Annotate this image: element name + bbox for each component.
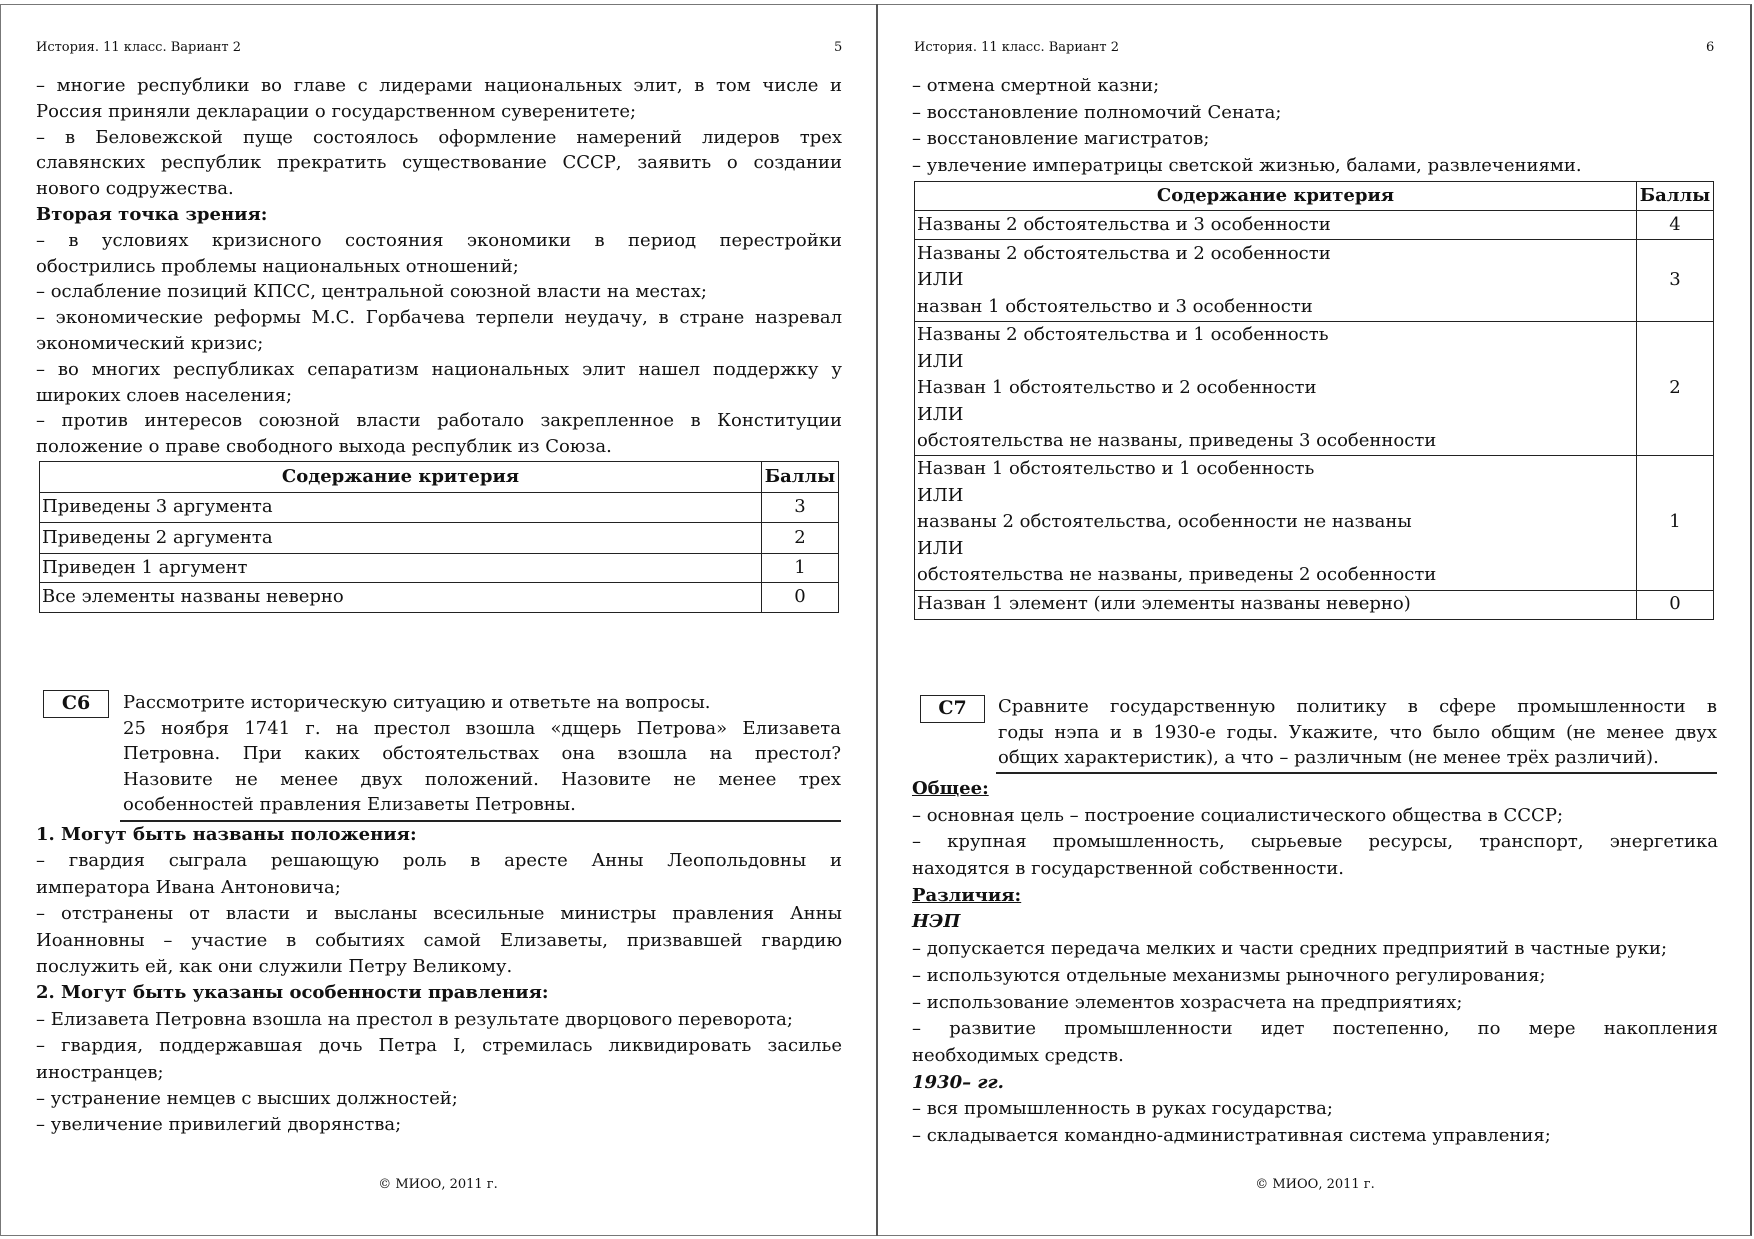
line-text: Рассмотрите историческую ситуацию и ответьте на вопросы. bbox=[123, 692, 711, 713]
page-divider bbox=[876, 4, 878, 1236]
line-text: славянских республик прекратить существование СССР, заявить о создании bbox=[36, 152, 842, 174]
task-line bbox=[998, 745, 1717, 771]
line-text: – гвардия сыграла решающую роль в аресте Анны Леопольдовны и bbox=[36, 850, 842, 872]
answer-line bbox=[912, 909, 1718, 936]
page-header: История. 11 класс. Вариант 2 bbox=[914, 40, 1120, 55]
text-line bbox=[36, 357, 842, 383]
answer-line bbox=[912, 1096, 1718, 1123]
answer-line bbox=[36, 1060, 842, 1086]
line-text: – многие республики во главе с лидерами национальных элит, в том числе и bbox=[36, 75, 842, 96]
table-row bbox=[40, 523, 839, 554]
text-line bbox=[36, 73, 842, 99]
answer-line bbox=[912, 883, 1718, 910]
line-text: – устранение немцев с высших должностей; bbox=[36, 1087, 458, 1109]
score-cell: 3 bbox=[1637, 240, 1714, 322]
table-row bbox=[915, 590, 1714, 619]
line-text: особенностей правления Елизаветы Петровны. bbox=[123, 794, 576, 815]
line-text: Россия приняли декларации о государственном суверенитете; bbox=[36, 100, 637, 122]
table-header-row bbox=[915, 182, 1714, 211]
text-line bbox=[36, 202, 842, 228]
task-label-c6: C6 bbox=[43, 690, 109, 718]
line-text: – гвардия, поддержавшая дочь Петра I, стремилась ликвидировать засилье bbox=[36, 1035, 842, 1057]
line-text: – Елизавета Петровна взошла на престол в результате дворцового переворота; bbox=[36, 1008, 793, 1030]
criteria-table bbox=[914, 181, 1714, 620]
score-cell: 4 bbox=[1637, 211, 1714, 240]
task-line bbox=[123, 792, 841, 818]
line-text: 25 ноября 1741 г. на престол взошла «дщерь Петрова» Елизавета bbox=[123, 717, 841, 739]
line-text: – экономические реформы М.С. Горбачева терпели неудачу, в стране назревал bbox=[36, 307, 842, 329]
answer-line bbox=[912, 990, 1718, 1017]
line-text: нового содружества. bbox=[36, 178, 234, 200]
table-row bbox=[40, 493, 839, 523]
line-text: НЭП bbox=[912, 911, 961, 933]
criterion-cell: Приведен 1 аргумент bbox=[40, 554, 762, 583]
line-text: – развитие промышленности идет постепенно, по мере накопления bbox=[912, 1018, 1718, 1040]
table-row bbox=[915, 240, 1714, 322]
line-text: – крупная промышленность, сырьевые ресурсы, транспорт, энергетика bbox=[912, 831, 1718, 853]
answer-line bbox=[912, 856, 1718, 883]
line-text: императора Ивана Антоновича; bbox=[36, 876, 341, 898]
line-text: – отмена смертной казни; bbox=[912, 75, 1160, 96]
score-cell: 3 bbox=[762, 493, 839, 523]
score-cell: 0 bbox=[762, 583, 839, 613]
table-row bbox=[40, 554, 839, 583]
table-row bbox=[915, 211, 1714, 240]
answer-block bbox=[36, 822, 842, 1139]
text-line bbox=[36, 150, 842, 176]
task-line bbox=[123, 690, 841, 716]
table-row bbox=[915, 455, 1714, 590]
line-text: иностранцев; bbox=[36, 1061, 164, 1083]
line-text: – восстановление магистратов; bbox=[912, 128, 1210, 150]
line-text: Назовите не менее двух положений. Назовите не менее трех bbox=[123, 768, 841, 790]
table-row bbox=[40, 583, 839, 613]
answer-line bbox=[912, 1070, 1718, 1097]
line-text: общих характеристик), а что – различным (не менее трёх различий). bbox=[998, 747, 1659, 768]
line-text: Вторая точка зрения: bbox=[36, 203, 268, 225]
text-line bbox=[912, 126, 1718, 153]
line-text: послужить ей, как они служили Петру Великому. bbox=[36, 955, 513, 977]
task-text bbox=[123, 690, 841, 818]
line-text: – отстранены от власти и высланы всесильные министры правления Анны bbox=[36, 903, 842, 925]
line-text: широких слоев населения; bbox=[36, 384, 293, 406]
text-line bbox=[36, 228, 842, 254]
line-text: Сравните государственную политику в сфере промышленности в bbox=[998, 696, 1717, 717]
text-line bbox=[36, 305, 842, 331]
answer-line bbox=[36, 901, 842, 927]
line-text: – вся промышленность в руках государства; bbox=[912, 1098, 1333, 1120]
line-text: – увеличение привилегий дворянства; bbox=[36, 1114, 402, 1136]
criteria-table bbox=[39, 461, 839, 613]
answer-line bbox=[912, 1043, 1718, 1070]
answer-line bbox=[912, 1016, 1718, 1043]
line-text: Общее: bbox=[912, 778, 989, 799]
text-line bbox=[36, 383, 842, 409]
line-text: – в условиях кризисного состояния экономики в период перестройки bbox=[36, 229, 842, 251]
line-text: обострились проблемы национальных отношений; bbox=[36, 255, 519, 277]
text-line bbox=[36, 331, 842, 357]
answer-line bbox=[36, 1112, 842, 1138]
answer-line bbox=[912, 829, 1718, 856]
line-text: – восстановление полномочий Сената; bbox=[912, 101, 1282, 123]
text-line bbox=[36, 254, 842, 280]
answer-line bbox=[36, 928, 842, 954]
task-underline bbox=[996, 772, 1717, 774]
score-cell: 1 bbox=[1637, 455, 1714, 590]
line-text: – против интересов союзной власти работало закрепленное в Конституции bbox=[36, 410, 842, 432]
line-text: 1930– гг. bbox=[912, 1071, 1004, 1093]
answer-line bbox=[912, 776, 1718, 803]
text-line bbox=[912, 100, 1718, 127]
answer-line bbox=[36, 954, 842, 980]
answer-line bbox=[912, 963, 1718, 990]
line-text: – складывается командно-административная система управления; bbox=[912, 1124, 1551, 1146]
header-score: Баллы bbox=[1637, 182, 1714, 211]
line-text: – ослабление позиций КПСС, центральной союзной власти на местах; bbox=[36, 281, 707, 303]
page-footer: © МИОО, 2011 г. bbox=[1255, 1177, 1375, 1192]
text-block bbox=[36, 73, 842, 460]
score-cell: 2 bbox=[1637, 322, 1714, 456]
criterion-cell: Названы 2 обстоятельства и 3 особенности bbox=[915, 211, 1637, 240]
task-line bbox=[123, 741, 841, 767]
task-line bbox=[998, 720, 1717, 746]
line-text: – использование элементов хозрасчета на предприятиях; bbox=[912, 991, 1463, 1013]
criterion-cell: Назван 1 элемент (или элементы названы неверно) bbox=[915, 590, 1637, 619]
header-criterion: Содержание критерия bbox=[40, 462, 762, 493]
line-text: необходимых средств. bbox=[912, 1044, 1124, 1066]
task-label-c7: C7 bbox=[920, 695, 985, 723]
criterion-cell: Названы 2 обстоятельства и 1 особенность ИЛИ Назван 1 обстоятельство и 2 особенности ИЛИ обстоятельства не названы, приведены 3 особенности bbox=[915, 322, 1637, 456]
score-cell: 2 bbox=[762, 523, 839, 554]
line-text: 2. Могут быть указаны особенности правления: bbox=[36, 982, 549, 1004]
line-text: Петровна. При каких обстоятельствах она взошла на престол? bbox=[123, 743, 841, 764]
answer-line bbox=[36, 822, 842, 848]
answer-line bbox=[36, 1086, 842, 1112]
answer-line bbox=[912, 936, 1718, 963]
text-line bbox=[36, 434, 842, 460]
table-row bbox=[915, 322, 1714, 456]
line-text: экономический кризис; bbox=[36, 332, 264, 354]
answer-line bbox=[36, 1033, 842, 1059]
answer-line bbox=[36, 848, 842, 874]
page-header: История. 11 класс. Вариант 2 bbox=[36, 40, 242, 55]
text-block bbox=[912, 73, 1718, 180]
header-criterion: Содержание критерия bbox=[915, 182, 1637, 211]
line-text: – в Беловежской пуще состоялось оформление намерений лидеров трех bbox=[36, 126, 842, 148]
text-line bbox=[912, 153, 1718, 180]
line-text: – увлечение императрицы светской жизнью, балами, развлечениями. bbox=[912, 155, 1582, 177]
line-text: годы нэпа и в 1930-е годы. Укажите, что было общим (не менее двух bbox=[998, 721, 1717, 743]
criterion-cell: Все элементы названы неверно bbox=[40, 583, 762, 613]
table-header-row bbox=[40, 462, 839, 493]
criterion-cell: Приведены 3 аргумента bbox=[40, 493, 762, 523]
header-score: Баллы bbox=[762, 462, 839, 493]
line-text: – основная цель – построение социалистического общества в СССР; bbox=[912, 804, 1564, 826]
line-text: – допускается передача мелких и части средних предприятий в частные руки; bbox=[912, 938, 1668, 960]
page-number: 6 bbox=[1706, 40, 1715, 55]
text-line bbox=[912, 73, 1718, 100]
line-text: – используются отдельные механизмы рыночного регулирования; bbox=[912, 964, 1546, 986]
score-cell: 1 bbox=[762, 554, 839, 583]
criterion-cell: Приведены 2 аргумента bbox=[40, 523, 762, 554]
text-line bbox=[36, 125, 842, 151]
line-text: Различия: bbox=[912, 884, 1022, 906]
answer-block bbox=[912, 776, 1718, 1150]
answer-line bbox=[912, 1123, 1718, 1150]
answer-line bbox=[36, 1007, 842, 1033]
score-cell: 0 bbox=[1637, 590, 1714, 619]
line-text: 1. Могут быть названы положения: bbox=[36, 824, 417, 845]
task-line bbox=[123, 716, 841, 742]
line-text: положение о праве свободного выхода республик из Союза. bbox=[36, 436, 612, 458]
page-number: 5 bbox=[834, 40, 843, 55]
criterion-cell: Названы 2 обстоятельства и 2 особенности ИЛИ назван 1 обстоятельство и 3 особенности bbox=[915, 240, 1637, 322]
text-line bbox=[36, 279, 842, 305]
text-line bbox=[36, 408, 842, 434]
task-line bbox=[123, 767, 841, 793]
criterion-cell: Назван 1 обстоятельство и 1 особенность ИЛИ названы 2 обстоятельства, особенности не названы ИЛИ обстоятельства не названы, приведены 2 особенности bbox=[915, 455, 1637, 590]
line-text: находятся в государственной собственности. bbox=[912, 858, 1344, 880]
line-text: Иоанновны – участие в событиях самой Елизаветы, призвавшей гвардию bbox=[36, 929, 842, 951]
task-text bbox=[998, 694, 1717, 771]
page-footer: © МИОО, 2011 г. bbox=[378, 1177, 498, 1192]
text-line bbox=[36, 176, 842, 202]
line-text: – во многих республиках сепаратизм национальных элит нашел поддержку у bbox=[36, 358, 842, 380]
task-line bbox=[998, 694, 1717, 720]
answer-line bbox=[36, 875, 842, 901]
answer-line bbox=[912, 803, 1718, 830]
answer-line bbox=[36, 980, 842, 1006]
text-line bbox=[36, 99, 842, 125]
